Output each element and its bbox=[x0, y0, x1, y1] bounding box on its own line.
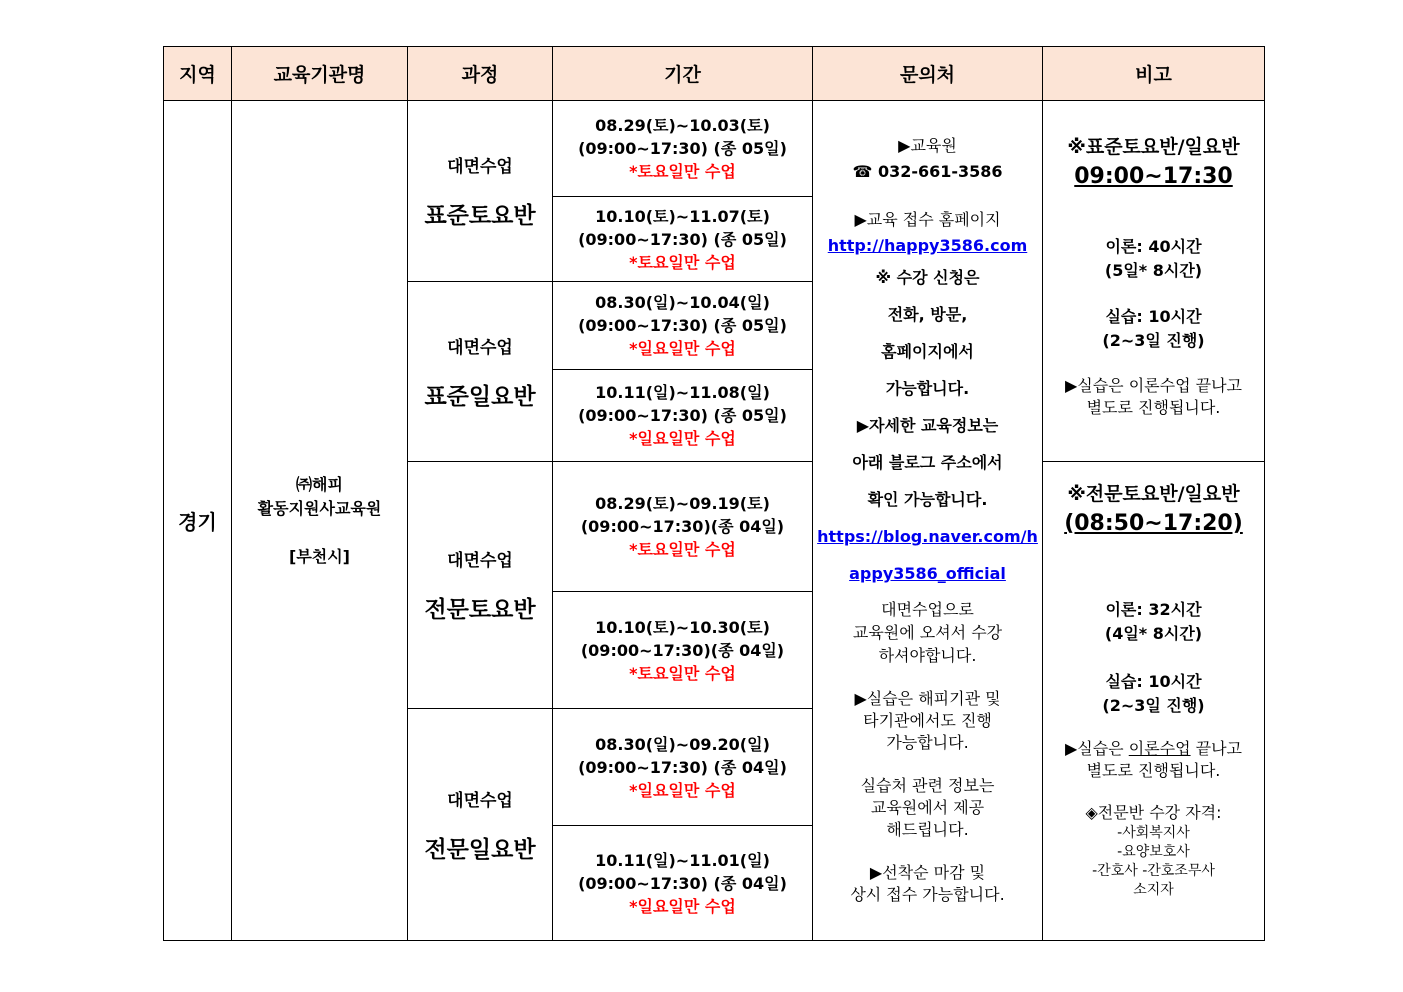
homepage-label: ▶교육 접수 홈페이지 bbox=[854, 210, 1001, 229]
visit-text: 교육원에 오셔서 수강 bbox=[852, 623, 1003, 642]
remarks-after: 별도로 진행됩니다. bbox=[1086, 761, 1221, 780]
info-text: ▶자세한 교육정보는 bbox=[856, 416, 999, 435]
remarks-theory: 이론: 32시간 bbox=[1105, 600, 1202, 619]
practice-text: 타기관에서도 진행 bbox=[863, 711, 992, 730]
region-cell bbox=[163, 100, 232, 941]
blog-link[interactable]: https://blog.naver.com/h bbox=[817, 527, 1038, 546]
period-dates: 08.30(일)~09.20(일) bbox=[595, 734, 770, 754]
remarks-practice: (2~3일 진행) bbox=[1102, 696, 1205, 715]
practice-text: 가능합니다. bbox=[886, 733, 969, 752]
qualification-title: ◈전문반 수강 자격: bbox=[1085, 803, 1222, 822]
period-time: (09:00~17:30)(종 04일) bbox=[580, 517, 785, 536]
period-dates: 08.29(토)~10.03(토) bbox=[595, 116, 770, 135]
period-cell bbox=[552, 100, 813, 197]
course-name: 전문토요반 bbox=[424, 597, 536, 623]
course-name: 전문일요반 bbox=[424, 836, 536, 863]
course-cell bbox=[407, 281, 553, 462]
visit-text: 대면수업으로 bbox=[881, 600, 974, 619]
period-note: *토요일만 수업 bbox=[629, 252, 736, 272]
remarks-after: ▶실습은 이론수업 끝나고 bbox=[1064, 376, 1243, 395]
remarks-practice: 실습: 10시간 bbox=[1105, 672, 1202, 691]
remarks-hours: (08:50~17:20) bbox=[1064, 511, 1243, 536]
apply-text: 전화, 방문, bbox=[887, 305, 968, 324]
remarks-practice: 실습: 10시간 bbox=[1105, 307, 1202, 326]
site-text: 해드립니다. bbox=[886, 820, 969, 839]
first-come-text: 상시 접수 가능합니다. bbox=[850, 885, 1005, 904]
period-note: *토요일만 수업 bbox=[629, 162, 736, 181]
remarks-standard-cell bbox=[1042, 100, 1265, 462]
period-cell bbox=[552, 591, 813, 709]
remarks-title: ※전문토요반/일요반 bbox=[1067, 483, 1240, 505]
region-label: 경기 bbox=[178, 510, 217, 534]
info-text: 확인 가능합니다. bbox=[867, 490, 988, 509]
period-cell bbox=[552, 825, 813, 941]
period-time: (09:00~17:30) (종 04일) bbox=[578, 873, 787, 893]
remarks-practice: (2~3일 진행) bbox=[1102, 331, 1205, 350]
header-institution: 교육기관명 bbox=[231, 46, 408, 101]
header-contact: 문의처 bbox=[812, 46, 1043, 101]
qualification-item: -간호사 -간호조무사 bbox=[1092, 863, 1215, 879]
first-come-text: ▶선착순 마감 및 bbox=[869, 863, 986, 882]
period-time: (09:00~17:30)(종 04일) bbox=[580, 640, 785, 660]
phone-number: ☎ 032-661-3586 bbox=[852, 162, 1003, 181]
homepage-link[interactable]: http://happy3586.com bbox=[827, 236, 1028, 255]
remarks-after: 별도로 진행됩니다. bbox=[1086, 398, 1221, 417]
apply-text: 홈페이지에서 bbox=[881, 342, 974, 361]
period-note: *일요일만 수업 bbox=[629, 896, 736, 916]
course-name: 표준토요반 bbox=[424, 203, 536, 229]
period-note: *토요일만 수업 bbox=[629, 663, 736, 683]
remarks-after bbox=[1065, 738, 1242, 760]
remarks-after-suffix: 끝나고 bbox=[1190, 739, 1243, 758]
remarks-theory: (4일* 8시간) bbox=[1104, 624, 1203, 643]
qualification-item: -요양보호사 bbox=[1117, 844, 1190, 860]
course-cell bbox=[407, 461, 553, 709]
period-time: (09:00~17:30) (종 04일) bbox=[578, 757, 787, 777]
period-dates: 10.11(일)~11.08(일) bbox=[595, 383, 770, 402]
period-note: *일요일만 수업 bbox=[629, 429, 736, 448]
remarks-after-prefix: ▶실습은 bbox=[1064, 739, 1129, 758]
period-dates: 08.30(일)~10.04(일) bbox=[595, 293, 770, 312]
remarks-theory: 이론: 40시간 bbox=[1105, 237, 1202, 256]
header-period: 기간 bbox=[552, 46, 813, 101]
course-type: 대면수업 bbox=[447, 157, 513, 177]
remarks-theory: (5일* 8시간) bbox=[1104, 261, 1203, 280]
site-text: 교육원에서 제공 bbox=[870, 798, 985, 817]
period-cell bbox=[552, 281, 813, 370]
visit-text: 하셔야합니다. bbox=[878, 646, 977, 665]
period-cell bbox=[552, 369, 813, 462]
institution-name-2: 활동지원사교육원 bbox=[257, 498, 382, 518]
period-cell bbox=[552, 196, 813, 282]
header-course: 과정 bbox=[407, 46, 553, 101]
remarks-after-underlined: 이론수업 bbox=[1128, 739, 1191, 758]
course-type: 대면수업 bbox=[447, 551, 513, 571]
apply-text: 가능합니다. bbox=[885, 379, 970, 398]
period-dates: 10.10(토)~11.07(토) bbox=[595, 206, 770, 226]
info-text: 아래 블로그 주소에서 bbox=[852, 453, 1003, 472]
institution-name-1: ㈜해피 bbox=[296, 474, 343, 494]
remarks-hours: 09:00~17:30 bbox=[1074, 164, 1233, 189]
period-time: (09:00~17:30) (종 05일) bbox=[578, 406, 787, 425]
institution-city: [부천시] bbox=[289, 546, 350, 566]
qualification-item: -사회복지사 bbox=[1117, 825, 1190, 841]
site-text: 실습처 관련 정보는 bbox=[860, 776, 995, 795]
course-type: 대면수업 bbox=[447, 337, 513, 358]
remarks-title: ※표준토요반/일요반 bbox=[1067, 136, 1240, 158]
blog-link[interactable]: appy3586_official bbox=[849, 564, 1006, 583]
header-region: 지역 bbox=[163, 46, 232, 101]
period-dates: 10.10(토)~10.30(토) bbox=[595, 617, 770, 637]
period-note: *일요일만 수업 bbox=[629, 339, 736, 358]
course-type: 대면수업 bbox=[447, 790, 513, 811]
period-time: (09:00~17:30) (종 05일) bbox=[578, 229, 787, 249]
course-cell bbox=[407, 708, 553, 941]
period-time: (09:00~17:30) (종 05일) bbox=[578, 316, 787, 335]
course-cell bbox=[407, 100, 553, 282]
period-cell bbox=[552, 708, 813, 826]
period-note: *토요일만 수업 bbox=[629, 540, 736, 559]
period-cell bbox=[552, 461, 813, 592]
period-dates: 08.29(토)~09.19(토) bbox=[595, 494, 770, 513]
period-dates: 10.11(일)~11.01(일) bbox=[595, 850, 770, 870]
header-remarks: 비고 bbox=[1042, 46, 1265, 101]
period-time: (09:00~17:30) (종 05일) bbox=[578, 139, 787, 158]
apply-text: ※ 수강 신청은 bbox=[875, 268, 980, 287]
period-note: *일요일만 수업 bbox=[629, 780, 736, 800]
institution-cell bbox=[231, 100, 408, 941]
remarks-expert-cell bbox=[1042, 461, 1265, 941]
practice-text: ▶실습은 해피기관 및 bbox=[854, 689, 1001, 708]
office-label: ▶교육원 bbox=[898, 136, 957, 155]
contact-cell bbox=[812, 100, 1043, 941]
qualification-item: 소지자 bbox=[1133, 882, 1174, 898]
course-name: 표준일요반 bbox=[424, 383, 536, 410]
